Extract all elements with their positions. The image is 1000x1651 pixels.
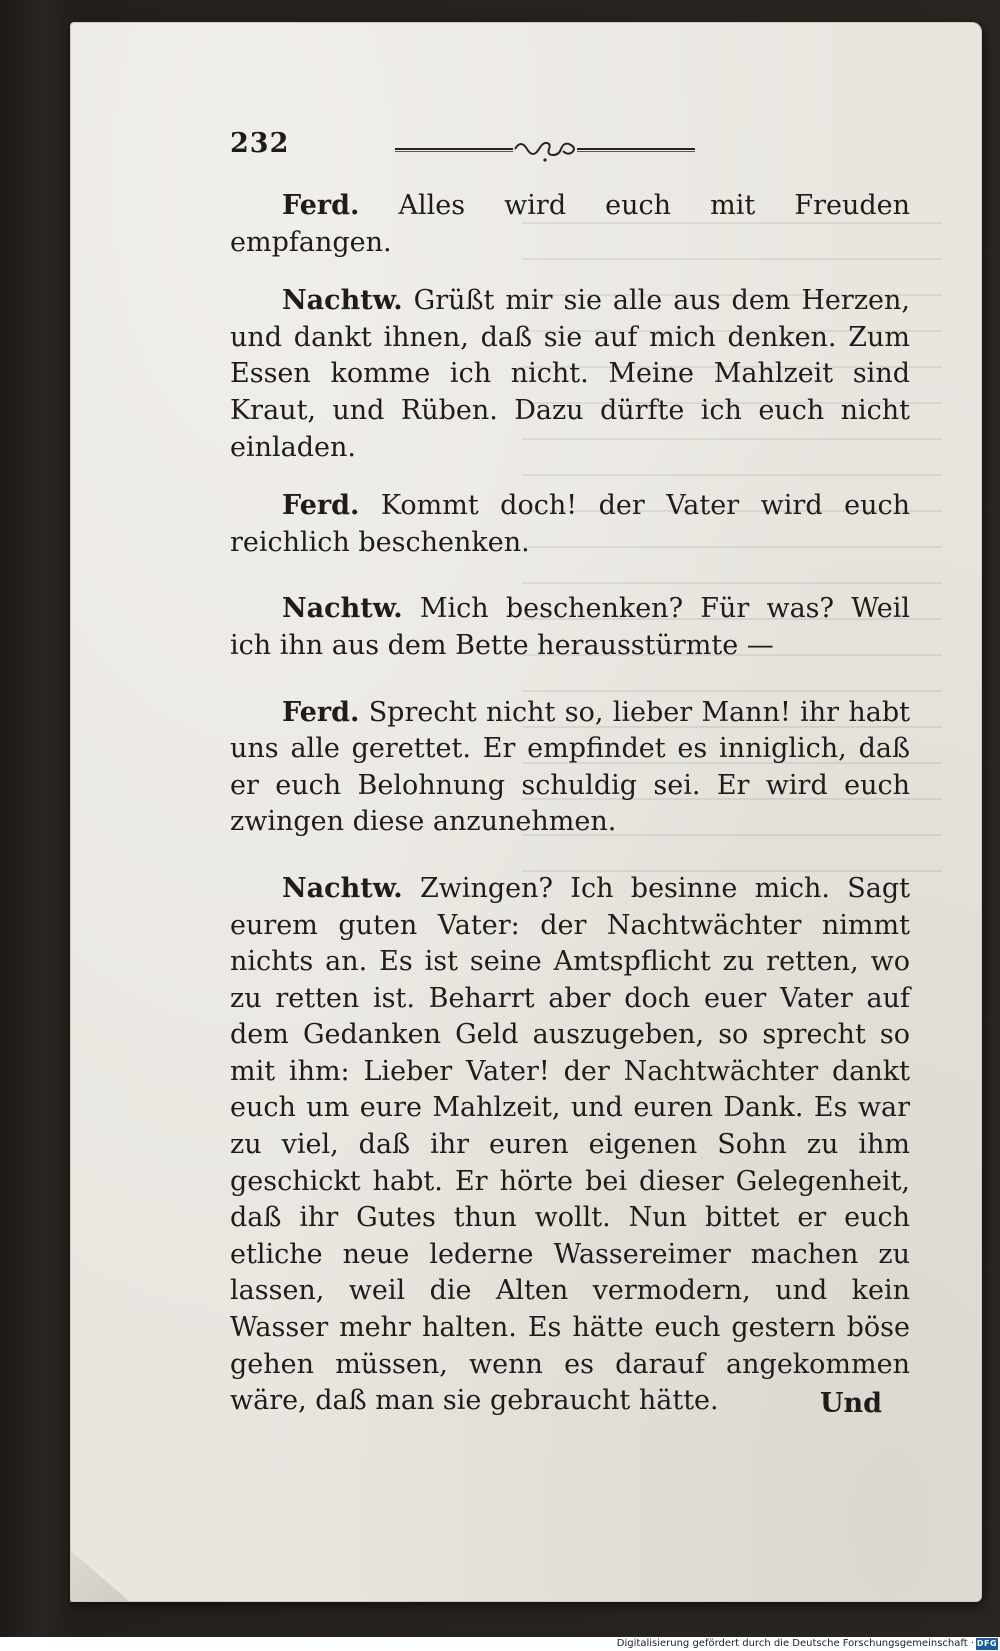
speaker-name: Nachtw. <box>282 872 403 904</box>
dialogue-paragraph <box>230 591 910 664</box>
dialogue-paragraph <box>230 695 910 841</box>
speaker-name: Ferd. <box>282 190 360 221</box>
speaker-name: Nachtw. <box>282 593 403 625</box>
dialogue-paragraph <box>230 283 910 466</box>
page-header <box>230 128 900 168</box>
header-ornament-icon <box>395 132 705 162</box>
speech-text: Mich beschenken? Für was? Weil ich ihn aus dem Bette herausstürmte — <box>230 593 910 661</box>
speaker-name: Ferd. <box>282 490 360 522</box>
dfg-logo-icon: DFG <box>976 1639 998 1648</box>
speech-text: Alles wird euch mit Freuden empfangen. <box>230 190 910 258</box>
speech-text: Kommt doch! der Vater wird euch reichlich beschenken. <box>230 490 910 558</box>
page-number: 232 <box>230 128 290 159</box>
dialogue-text <box>230 188 910 1420</box>
digitization-footer <box>0 1637 1000 1651</box>
dialogue-paragraph <box>230 488 910 561</box>
speaker-name: Ferd. <box>282 696 360 728</box>
dialogue-paragraph <box>230 871 910 1420</box>
speech-text: Zwingen? Ich besinne mich. Sagt eurem guten Vater: der Nachtwächter nimmt nichts an. Es ist seine Amtspflicht zu retten, wo zu retten ist. Beharrt aber doch euer Vater auf dem Gedanken Geld auszugeben, so sprecht so mit ihm: Lieber Vater! der Nachtwächter dankt euch um eure Mahlzeit, und euren Dank. Es war zu viel, daß ihr euren eigenen Sohn zu ihm geschickt habt. Er hörte bei dieser Gelegenheit, daß ihr Gutes thun wollt. Nun bittet er euch etliche neue lederne Wassereimer machen zu lassen, weil die Alten vermodern, und kein Wasser mehr halten. Es hätte euch gestern böse gehen müssen, wenn es darauf angekommen wäre, daß man sie gebraucht hätte. <box>230 872 910 1417</box>
catchword: Und <box>820 1388 883 1419</box>
speech-text: Grüßt mir sie alle aus dem Herzen, und dankt ihnen, daß sie auf mich denken. Zum Essen komme ich nicht. Meine Mahlzeit sind Kraut, und Rüben. Dazu dürfte ich euch nicht einladen. <box>230 285 910 463</box>
footer-credit: Digitalisierung gefördert durch die Deutsche Forschungsgemeinschaft · <box>616 1638 974 1649</box>
speaker-name: Nachtw. <box>282 285 403 317</box>
speech-text: Sprecht nicht so, lieber Mann! ihr habt uns alle gerettet. Er empfindet es inniglich, daß er euch Belohnung schuldig sei. Er wird euch zwingen diese anzunehmen. <box>230 696 910 838</box>
dialogue-paragraph <box>230 188 910 261</box>
